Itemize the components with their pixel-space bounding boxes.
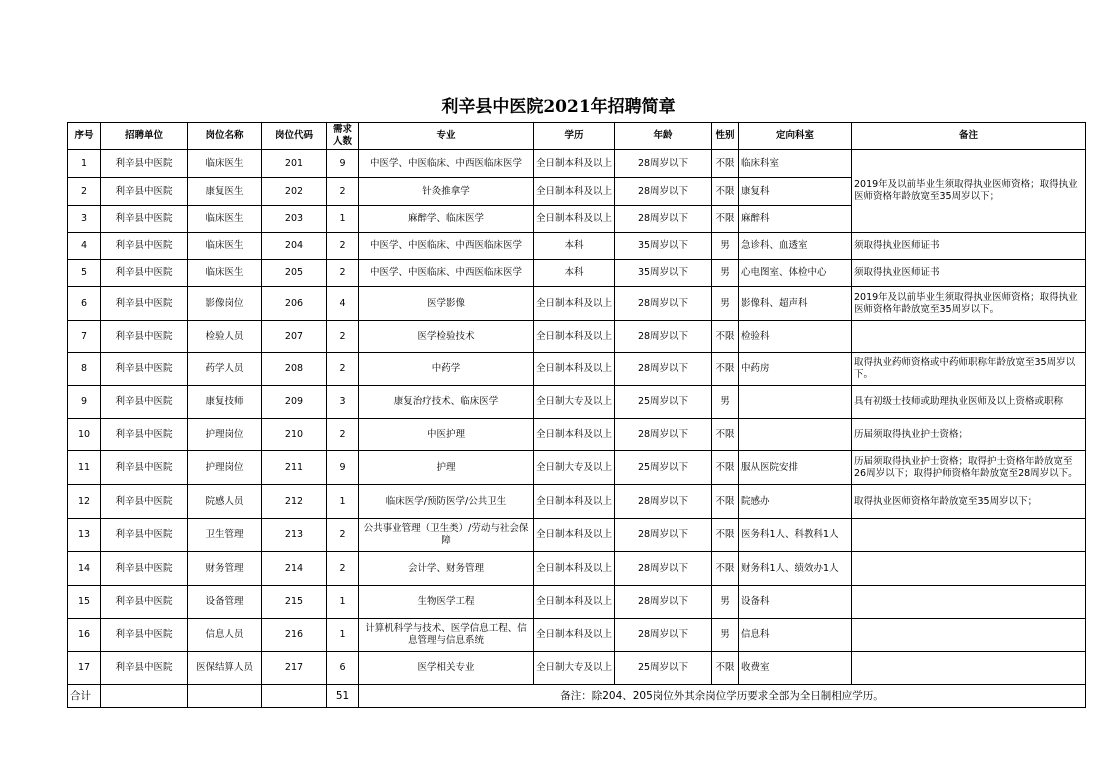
header-cell: 年龄 [615, 123, 712, 150]
unit-cell: 利辛县中医院 [101, 233, 188, 260]
dept-cell: 检验科 [739, 321, 852, 353]
major-cell: 中药学 [359, 353, 534, 386]
code-cell: 205 [262, 260, 327, 287]
major-cell: 会计学、财务管理 [359, 552, 534, 586]
table-row [68, 485, 1086, 519]
row-index: 5 [68, 260, 101, 287]
code-cell: 203 [262, 206, 327, 233]
code-cell: 213 [262, 519, 327, 552]
major-cell: 中医护理 [359, 419, 534, 451]
note-cell [852, 619, 1086, 652]
header-cell: 定向科室 [739, 123, 852, 150]
dept-cell: 中药房 [739, 353, 852, 386]
age-cell: 28周岁以下 [615, 419, 712, 451]
major-cell: 中医学、中医临床、中西医临床医学 [359, 233, 534, 260]
count-cell: 2 [327, 353, 359, 386]
code-cell: 210 [262, 419, 327, 451]
education-cell: 本科 [534, 233, 615, 260]
code-cell: 214 [262, 552, 327, 586]
total-remark: 备注：除204、205岗位外其余岗位学历要求全部为全日制相应学历。 [359, 685, 1086, 708]
row-index: 16 [68, 619, 101, 652]
post-cell: 财务管理 [188, 552, 262, 586]
sex-cell: 不限 [712, 150, 739, 178]
page-title: 利辛县中医院2021年招聘简章 [441, 97, 676, 117]
row-index: 8 [68, 353, 101, 386]
unit-cell: 利辛县中医院 [101, 260, 188, 287]
post-cell: 临床医生 [188, 150, 262, 178]
row-index: 3 [68, 206, 101, 233]
table-row [68, 652, 1086, 685]
education-cell: 全日制本科及以上 [534, 485, 615, 519]
code-cell: 208 [262, 353, 327, 386]
unit-cell: 利辛县中医院 [101, 178, 188, 206]
post-cell: 检验人员 [188, 321, 262, 353]
unit-cell: 利辛县中医院 [101, 586, 188, 619]
code-cell: 216 [262, 619, 327, 652]
code-cell: 215 [262, 586, 327, 619]
unit-cell: 利辛县中医院 [101, 652, 188, 685]
sex-cell: 不限 [712, 652, 739, 685]
education-cell: 全日制本科及以上 [534, 586, 615, 619]
age-cell: 28周岁以下 [615, 485, 712, 519]
count-cell: 4 [327, 287, 359, 321]
note-cell: 须取得执业医师证书 [852, 233, 1086, 260]
note-cell [852, 652, 1086, 685]
count-cell: 1 [327, 485, 359, 519]
table-row [68, 260, 1086, 287]
row-index: 6 [68, 287, 101, 321]
code-cell: 212 [262, 485, 327, 519]
note-cell: 取得执业医师资格年龄放宽至35周岁以下； [852, 485, 1086, 519]
count-cell: 2 [327, 419, 359, 451]
sex-cell: 男 [712, 287, 739, 321]
dept-cell: 影像科、超声科 [739, 287, 852, 321]
post-cell: 临床医生 [188, 233, 262, 260]
note-cell: 取得执业药师资格或中药师职称年龄放宽至35周岁以下。 [852, 353, 1086, 386]
post-cell: 院感人员 [188, 485, 262, 519]
header-cell: 性别 [712, 123, 739, 150]
note-cell: 2019年及以前毕业生须取得执业医师资格；取得执业医师资格年龄放宽至35周岁以下； [852, 150, 1086, 233]
dept-cell: 院感办 [739, 485, 852, 519]
sex-cell: 不限 [712, 519, 739, 552]
post-cell: 护理岗位 [188, 451, 262, 485]
age-cell: 28周岁以下 [615, 150, 712, 178]
row-index: 13 [68, 519, 101, 552]
header-cell: 招聘单位 [101, 123, 188, 150]
dept-cell: 心电图室、体检中心 [739, 260, 852, 287]
unit-cell: 利辛县中医院 [101, 552, 188, 586]
unit-cell: 利辛县中医院 [101, 451, 188, 485]
unit-cell: 利辛县中医院 [101, 321, 188, 353]
note-cell [852, 321, 1086, 353]
unit-cell: 利辛县中医院 [101, 386, 188, 419]
total-label: 合计 [68, 685, 101, 708]
sex-cell: 不限 [712, 485, 739, 519]
major-cell: 生物医学工程 [359, 586, 534, 619]
age-cell: 28周岁以下 [615, 619, 712, 652]
row-index: 11 [68, 451, 101, 485]
row-index: 14 [68, 552, 101, 586]
major-cell: 康复治疗技术、临床医学 [359, 386, 534, 419]
education-cell: 全日制大专及以上 [534, 652, 615, 685]
table-row [68, 150, 1086, 178]
total-row [68, 685, 1086, 708]
education-cell: 全日制本科及以上 [534, 206, 615, 233]
education-cell: 全日制本科及以上 [534, 519, 615, 552]
dept-cell: 设备科 [739, 586, 852, 619]
age-cell: 35周岁以下 [615, 233, 712, 260]
header-cell: 专业 [359, 123, 534, 150]
post-cell: 设备管理 [188, 586, 262, 619]
total-count: 51 [327, 685, 359, 708]
unit-cell: 利辛县中医院 [101, 485, 188, 519]
dept-cell: 临床科室 [739, 150, 852, 178]
sex-cell: 男 [712, 233, 739, 260]
education-cell: 全日制本科及以上 [534, 321, 615, 353]
sex-cell: 不限 [712, 419, 739, 451]
major-cell: 针灸推拿学 [359, 178, 534, 206]
code-cell: 209 [262, 386, 327, 419]
row-index: 15 [68, 586, 101, 619]
count-cell: 1 [327, 206, 359, 233]
count-cell: 2 [327, 519, 359, 552]
sex-cell: 不限 [712, 178, 739, 206]
code-cell: 204 [262, 233, 327, 260]
note-cell: 2019年及以前毕业生须取得执业医师资格；取得执业医师资格年龄放宽至35周岁以下。 [852, 287, 1086, 321]
major-cell: 医学相关专业 [359, 652, 534, 685]
count-cell: 2 [327, 260, 359, 287]
education-cell: 全日制本科及以上 [534, 178, 615, 206]
age-cell: 28周岁以下 [615, 287, 712, 321]
count-cell: 2 [327, 321, 359, 353]
education-cell: 全日制本科及以上 [534, 150, 615, 178]
age-cell: 25周岁以下 [615, 451, 712, 485]
major-cell: 医学影像 [359, 287, 534, 321]
count-cell: 9 [327, 451, 359, 485]
table-row [68, 451, 1086, 485]
row-index: 2 [68, 178, 101, 206]
header-cell: 岗位名称 [188, 123, 262, 150]
sex-cell: 男 [712, 260, 739, 287]
age-cell: 28周岁以下 [615, 552, 712, 586]
education-cell: 全日制大专及以上 [534, 386, 615, 419]
table-row [68, 552, 1086, 586]
sex-cell: 不限 [712, 353, 739, 386]
post-cell: 临床医生 [188, 260, 262, 287]
code-cell: 217 [262, 652, 327, 685]
row-index: 4 [68, 233, 101, 260]
post-cell: 康复医生 [188, 178, 262, 206]
table-row [68, 233, 1086, 260]
sex-cell: 不限 [712, 206, 739, 233]
table-row [68, 353, 1086, 386]
dept-cell: 财务科1人、绩效办1人 [739, 552, 852, 586]
unit-cell: 利辛县中医院 [101, 419, 188, 451]
table-row [68, 287, 1086, 321]
sex-cell: 男 [712, 619, 739, 652]
major-cell: 麻醉学、临床医学 [359, 206, 534, 233]
major-cell: 中医学、中医临床、中西医临床医学 [359, 150, 534, 178]
row-index: 12 [68, 485, 101, 519]
education-cell: 全日制本科及以上 [534, 552, 615, 586]
post-cell: 护理岗位 [188, 419, 262, 451]
sex-cell: 不限 [712, 451, 739, 485]
code-cell: 211 [262, 451, 327, 485]
table-row [68, 519, 1086, 552]
row-index: 10 [68, 419, 101, 451]
note-cell: 历届须取得执业护士资格；取得护士资格年龄放宽至26周岁以下；取得护师资格年龄放宽至28周岁以下。 [852, 451, 1086, 485]
dept-cell: 急诊科、血透室 [739, 233, 852, 260]
major-cell: 护理 [359, 451, 534, 485]
unit-cell: 利辛县中医院 [101, 287, 188, 321]
row-index: 7 [68, 321, 101, 353]
count-cell: 3 [327, 386, 359, 419]
age-cell: 28周岁以下 [615, 519, 712, 552]
major-cell: 中医学、中医临床、中西医临床医学 [359, 260, 534, 287]
age-cell: 25周岁以下 [615, 386, 712, 419]
education-cell: 全日制本科及以上 [534, 287, 615, 321]
count-cell: 1 [327, 586, 359, 619]
post-cell: 药学人员 [188, 353, 262, 386]
dept-cell: 收费室 [739, 652, 852, 685]
dept-cell: 医务科1人、科教科1人 [739, 519, 852, 552]
table-row [68, 586, 1086, 619]
note-cell: 须取得执业医师证书 [852, 260, 1086, 287]
post-cell: 医保结算人员 [188, 652, 262, 685]
age-cell: 28周岁以下 [615, 178, 712, 206]
count-cell: 9 [327, 150, 359, 178]
age-cell: 28周岁以下 [615, 321, 712, 353]
age-cell: 25周岁以下 [615, 652, 712, 685]
post-cell: 临床医生 [188, 206, 262, 233]
code-cell: 206 [262, 287, 327, 321]
sex-cell: 男 [712, 586, 739, 619]
post-cell: 信息人员 [188, 619, 262, 652]
table-row [68, 419, 1086, 451]
code-cell: 202 [262, 178, 327, 206]
age-cell: 28周岁以下 [615, 206, 712, 233]
unit-cell: 利辛县中医院 [101, 206, 188, 233]
empty-cell [262, 685, 327, 708]
row-index: 1 [68, 150, 101, 178]
major-cell: 计算机科学与技术、医学信息工程、信息管理与信息系统 [359, 619, 534, 652]
dept-cell [739, 419, 852, 451]
count-cell: 1 [327, 619, 359, 652]
major-cell: 医学检验技术 [359, 321, 534, 353]
major-cell: 临床医学/预防医学/公共卫生 [359, 485, 534, 519]
header-cell: 序号 [68, 123, 101, 150]
sex-cell: 不限 [712, 552, 739, 586]
note-cell [852, 519, 1086, 552]
note-cell [852, 586, 1086, 619]
sex-cell: 不限 [712, 321, 739, 353]
count-cell: 2 [327, 552, 359, 586]
code-cell: 201 [262, 150, 327, 178]
education-cell: 全日制本科及以上 [534, 419, 615, 451]
count-cell: 2 [327, 233, 359, 260]
row-index: 9 [68, 386, 101, 419]
dept-cell: 麻醉科 [739, 206, 852, 233]
unit-cell: 利辛县中医院 [101, 619, 188, 652]
unit-cell: 利辛县中医院 [101, 519, 188, 552]
dept-cell: 服从医院安排 [739, 451, 852, 485]
age-cell: 28周岁以下 [615, 586, 712, 619]
education-cell: 全日制本科及以上 [534, 619, 615, 652]
dept-cell: 信息科 [739, 619, 852, 652]
count-cell: 6 [327, 652, 359, 685]
table-header-row [68, 123, 1086, 150]
table-row [68, 619, 1086, 652]
empty-cell [188, 685, 262, 708]
note-cell [852, 552, 1086, 586]
post-cell: 康复技师 [188, 386, 262, 419]
count-cell: 2 [327, 178, 359, 206]
note-cell: 历届须取得执业护士资格； [852, 419, 1086, 451]
education-cell: 全日制本科及以上 [534, 353, 615, 386]
table-row [68, 321, 1086, 353]
header-cell: 学历 [534, 123, 615, 150]
row-index: 17 [68, 652, 101, 685]
header-cell: 备注 [852, 123, 1086, 150]
unit-cell: 利辛县中医院 [101, 353, 188, 386]
dept-cell [739, 386, 852, 419]
post-cell: 卫生管理 [188, 519, 262, 552]
age-cell: 35周岁以下 [615, 260, 712, 287]
age-cell: 28周岁以下 [615, 353, 712, 386]
code-cell: 207 [262, 321, 327, 353]
header-cell: 需求人数 [327, 123, 359, 150]
unit-cell: 利辛县中医院 [101, 150, 188, 178]
header-cell: 岗位代码 [262, 123, 327, 150]
recruitment-table [67, 122, 1086, 708]
post-cell: 影像岗位 [188, 287, 262, 321]
empty-cell [101, 685, 188, 708]
major-cell: 公共事业管理（卫生类）/劳动与社会保障 [359, 519, 534, 552]
note-cell: 具有初级士技师或助理执业医师及以上资格或职称 [852, 386, 1086, 419]
dept-cell: 康复科 [739, 178, 852, 206]
education-cell: 本科 [534, 260, 615, 287]
sex-cell: 男 [712, 386, 739, 419]
education-cell: 全日制大专及以上 [534, 451, 615, 485]
table-row [68, 386, 1086, 419]
